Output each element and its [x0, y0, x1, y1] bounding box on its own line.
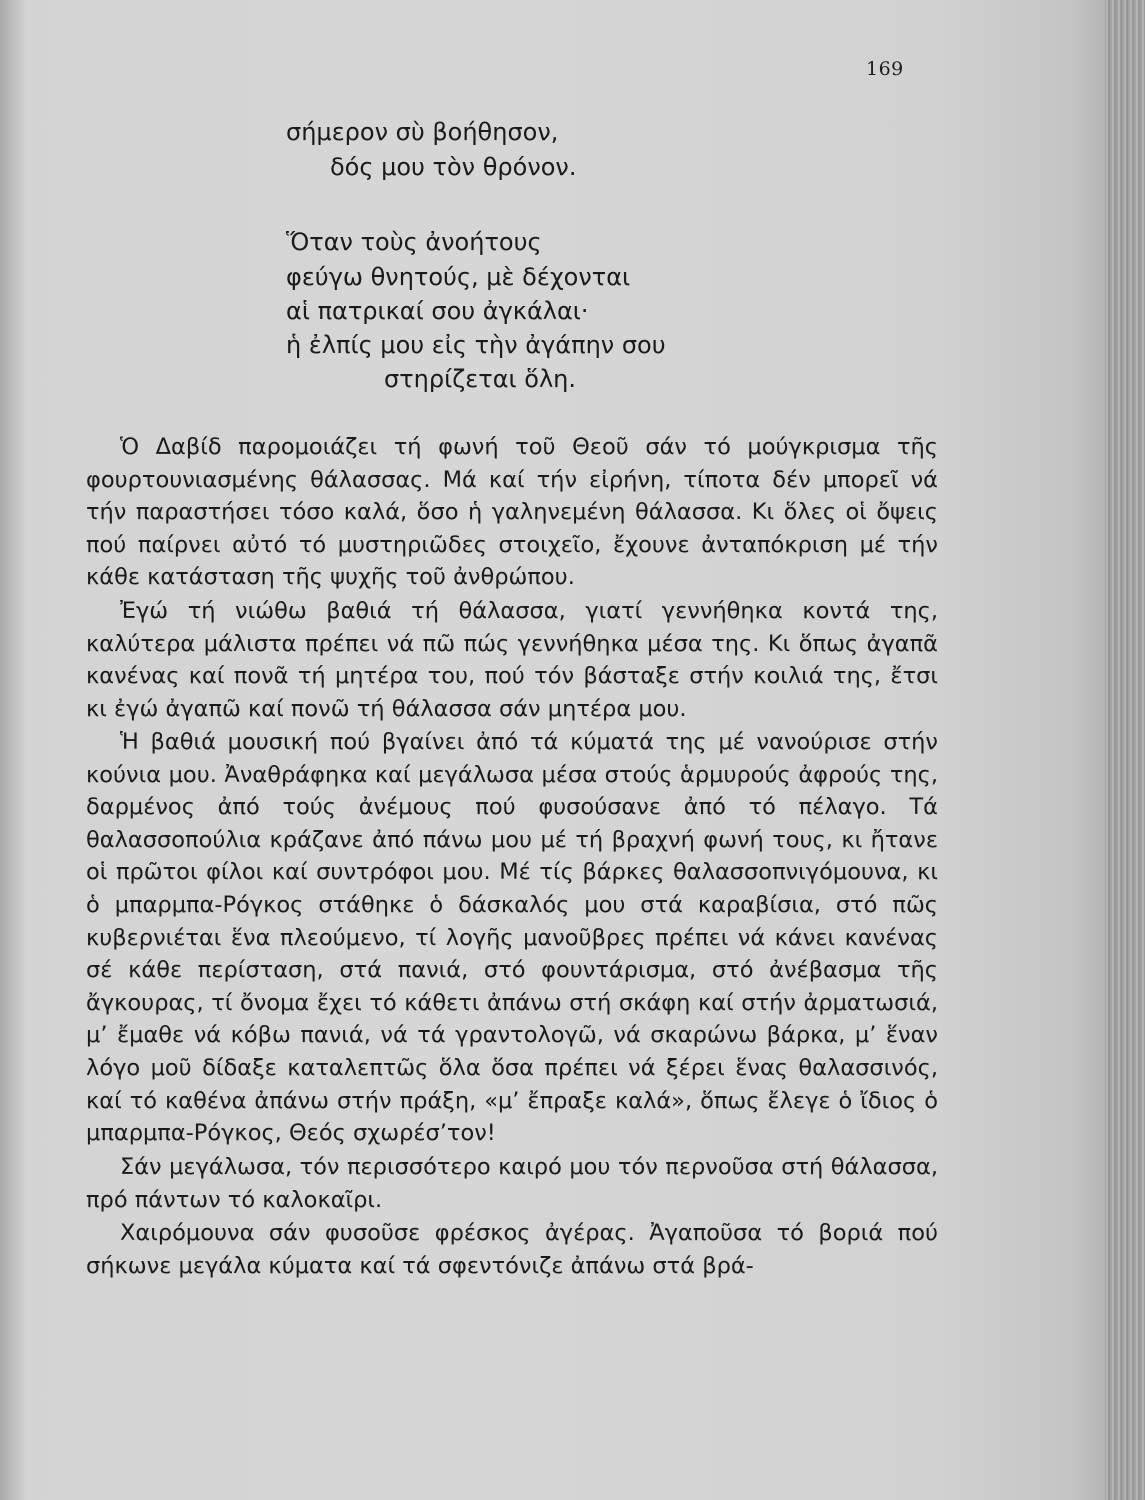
page-number: 169: [866, 58, 904, 80]
verse-line-7: στηρίζεται ὅλη.: [384, 365, 576, 393]
paragraph-1: Ὁ Δαβίδ παρομοιάζει τή φωνή τοῦ Θεοῦ σάν τό μούγκρισμα τῆς φουρτουνιασμένης θάλασσας. Μά καί τήν εἰρήνη, τίποτα δέν μπορεῖ νά τήν παραστήσει τόσο καλά, ὅσο ἡ γαληνεμένη θάλασσα. Κι ὅλες οἱ ὄψεις πού παίρνει αὐτό τό μυστηριῶδες στοιχεῖο, ἔχουνε ἀνταπόκριση μέ τήν κάθε κατάσταση τῆς ψυχῆς τοῦ ἀνθρώπου.: [86, 434, 938, 591]
verse-line-2: δός μου τὸν θρόνον.: [330, 153, 577, 181]
paragraph-2: Ἐγώ τή νιώθω βαθιά τή θάλασσα, γιατί γεννήθηκα κοντά της, καλύτερα μάλιστα πρέπει νά πῶ πώς γεννήθηκα μέσα της. Κι ὅπως ἀγαπᾶ κανένας καί πονᾶ τή μητέρα του, πού τόν βάσταξε στήν κοιλιά της, ἔτσι κι ἐγώ ἀγαπῶ καί πονῶ τή θάλασσα σάν μητέρα μου.: [86, 598, 938, 722]
verse-line-3: Ὅταν τοὺς ἀνοήτους: [286, 228, 542, 256]
binding-shadow: [0, 0, 26, 1500]
verse-line-4: φεύγω θνητούς, μὲ δέχονται: [286, 263, 631, 291]
page-edges: [1105, 0, 1145, 1500]
verse-line-5: αἱ πατρικαί σου ἀγκάλαι·: [286, 297, 589, 325]
verse-line-1: σήμερον σὺ βοήθησον,: [286, 118, 559, 146]
paragraph-4: Σάν μεγάλωσα, τόν περισσότερο καιρό μου τόν περνοῦσα στή θάλασσα, πρό πάντων τό καλοκαῖρι.: [86, 1154, 938, 1213]
verse-line-6: ἡ ἐλπίς μου εἰς τὴν ἀγάπην σου: [286, 331, 666, 359]
paragraph-5: Χαιρόμουνα σάν φυσοῦσε φρέσκος ἀγέρας. Ἀγαποῦσα τό βοριά πού σήκωνε μεγάλα κύματα καί τά σφεντόνιζε ἀπάνω στά βρά-: [86, 1220, 938, 1279]
paragraph-3: Ἡ βαθιά μουσική πού βγαίνει ἀπό τά κύματά της μέ νανούρισε στήν κούνια μου. Ἀναθράφηκα καί μεγάλωσα μέσα στούς ἁρμυρούς ἀφρούς της, δαρμένος ἀπό τούς ἀνέμους πού φυσούσανε ἀπό τό πέλαγο. Τά θαλασσοπούλια κράζανε ἀπό πάνω μου μέ τή βραχνή φωνή τους, κι ἤτανε οἱ πρῶτοι φίλοι καί συντρόφοι μου. Μέ τίς βάρκες θαλασσοπνιγόμουνα, κι ὁ μπαρμπα-Ρόγκος στάθηκε ὁ δάσκαλός μου στά καραβίσια, στό πῶς κυβερνιέται ἕνα πλεούμενο, τί λογῆς μανοῦβρες πρέπει νά κάνει κανένας σέ κάθε περίσταση, στά πανιά, στό φουντάρισμα, στό ἀνέβασμα τῆς ἄγκουρας, τί ὄνομα ἔχει τό κάθετι ἀπάνω στή σκάφη καί στήν ἀρματωσιά, μ’ ἔμαθε νά κόβω πανιά, νά τά γραντολογῶ, νά σκαρώνω βάρκα, μ’ ἕναν λόγο μοῦ δίδαξε καταλεπτῶς ὅλα ὅσα πρέπει νά ξέρει ἕνας θαλασσινός, καί τό καθένα ἀπάνω στήν πράξη, «μ’ ἔπραξε καλά», ὅπως ἔλεγε ὁ ἴδιος ὁ μπαρμπα-Ρόγκος, Θεός σχωρέσ’τον!: [86, 729, 938, 1147]
